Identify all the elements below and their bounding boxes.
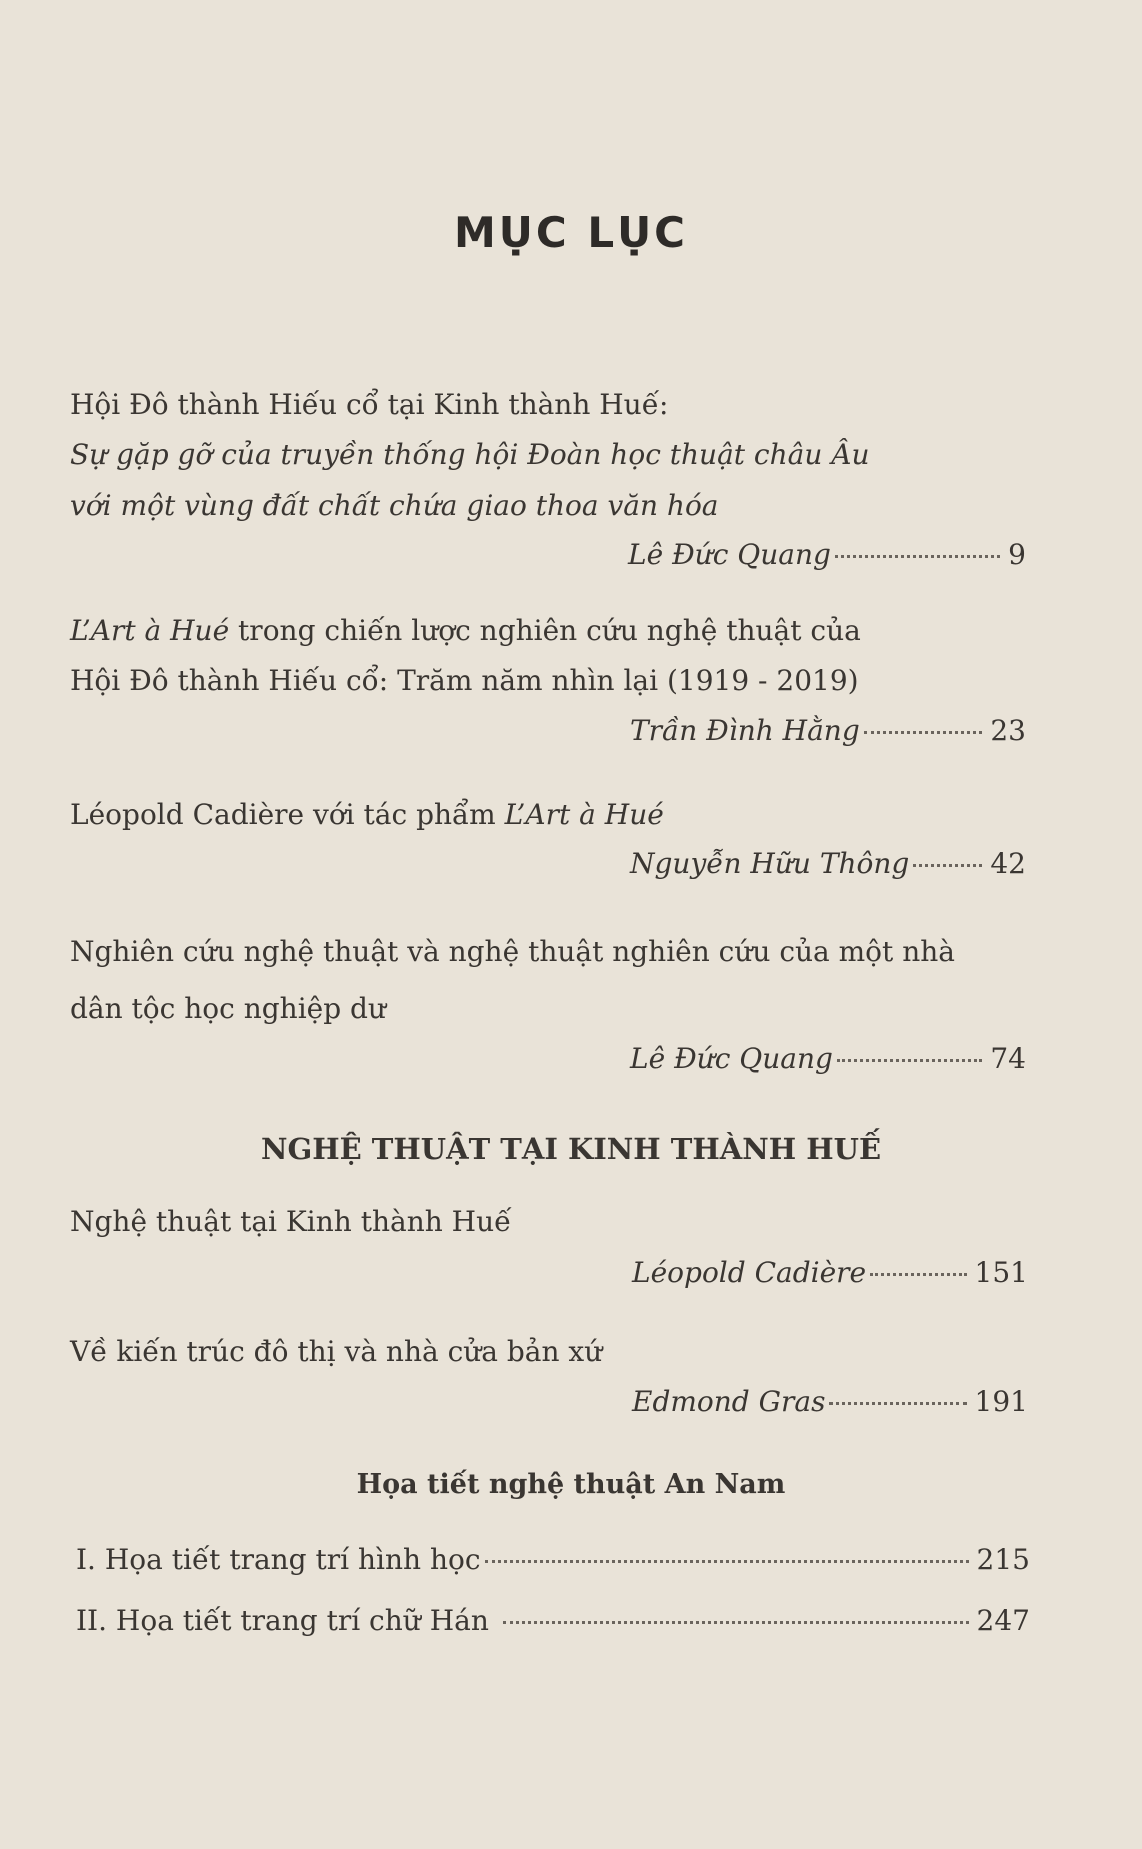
entry-1-leader[interactable] [628, 538, 1026, 571]
section-entry-2-leader[interactable] [632, 1385, 1028, 1418]
entry-4-page: 74 [990, 1042, 1026, 1075]
entry-1-line-1: Hội Đô thành Hiếu cổ tại Kinh thành Huế: [70, 388, 669, 421]
dot-leader [829, 1400, 966, 1405]
dot-leader [913, 862, 982, 867]
dot-leader [837, 1057, 982, 1062]
section-heading: NGHỆ THUẬT TẠI KINH THÀNH HUẾ [260, 1132, 882, 1166]
dot-leader [835, 553, 1000, 558]
entry-1-line-2: Sự gặp gỡ của truyền thống hội Đoàn học thuật châu Âu [70, 438, 870, 471]
entry-1-page: 9 [1008, 538, 1026, 571]
entry-2-line-1-rest: trong chiến lược nghiên cứu nghệ thuật của [229, 614, 861, 647]
sub-entry-2-label: II. Họa tiết trang trí chữ Hán [76, 1604, 489, 1637]
sub-entry-1-page: 215 [976, 1543, 1030, 1576]
entry-2-page: 23 [990, 714, 1026, 747]
entry-1-author: Lê Đức Quang [628, 538, 831, 571]
entry-2-author: Trần Đình Hằng [630, 714, 860, 747]
entry-3-leader[interactable] [630, 847, 1026, 880]
sub-entry-2[interactable] [76, 1604, 1030, 1637]
entry-4-line-2: dân tộc học nghiệp dư [70, 992, 387, 1025]
dot-leader [503, 1619, 969, 1624]
entry-4-author: Lê Đức Quang [630, 1042, 833, 1075]
section-entry-2-title: Về kiến trúc đô thị và nhà cửa bản xứ [70, 1335, 603, 1368]
dot-leader [864, 729, 983, 734]
dot-leader [485, 1558, 969, 1563]
entry-2-line-2: Hội Đô thành Hiếu cổ: Trăm năm nhìn lại (1919 - 2019) [70, 664, 859, 697]
section-entry-2-author: Edmond Gras [632, 1385, 826, 1418]
entry-4-leader[interactable] [630, 1042, 1026, 1075]
entry-3-author: Nguyễn Hữu Thông [630, 847, 910, 880]
section-entry-1-author: Léopold Cadière [632, 1256, 867, 1289]
section-entry-1-page: 151 [974, 1256, 1028, 1289]
entry-2-line-1 [70, 614, 861, 647]
entry-1-line-3: với một vùng đất chất chứa giao thoa văn hóa [70, 489, 719, 522]
entry-4-line-1: Nghiên cứu nghệ thuật và nghệ thuật nghiên cứu của một nhà [70, 935, 955, 968]
entry-2-leader[interactable] [630, 714, 1026, 747]
sub-entry-1[interactable] [76, 1543, 1030, 1576]
sub-entry-1-label: I. Họa tiết trang trí hình học [76, 1543, 481, 1576]
entry-3-line-1 [70, 798, 664, 831]
entry-3-page: 42 [990, 847, 1026, 880]
section-entry-1-title: Nghệ thuật tại Kinh thành Huế [70, 1205, 512, 1238]
entry-2-work-title: L’Art à Hué [70, 614, 230, 647]
sub-heading: Họa tiết nghệ thuật An Nam [356, 1469, 786, 1500]
page-title: MỤC LỤC [453, 208, 689, 257]
section-entry-1-leader[interactable] [632, 1256, 1028, 1289]
sub-entry-2-page: 247 [976, 1604, 1030, 1637]
dot-leader [870, 1271, 966, 1276]
entry-3-work-title: L’Art à Hué [504, 798, 664, 831]
entry-3-line-1-plain: Léopold Cadière với tác phẩm [70, 798, 505, 831]
section-entry-2-page: 191 [974, 1385, 1028, 1418]
